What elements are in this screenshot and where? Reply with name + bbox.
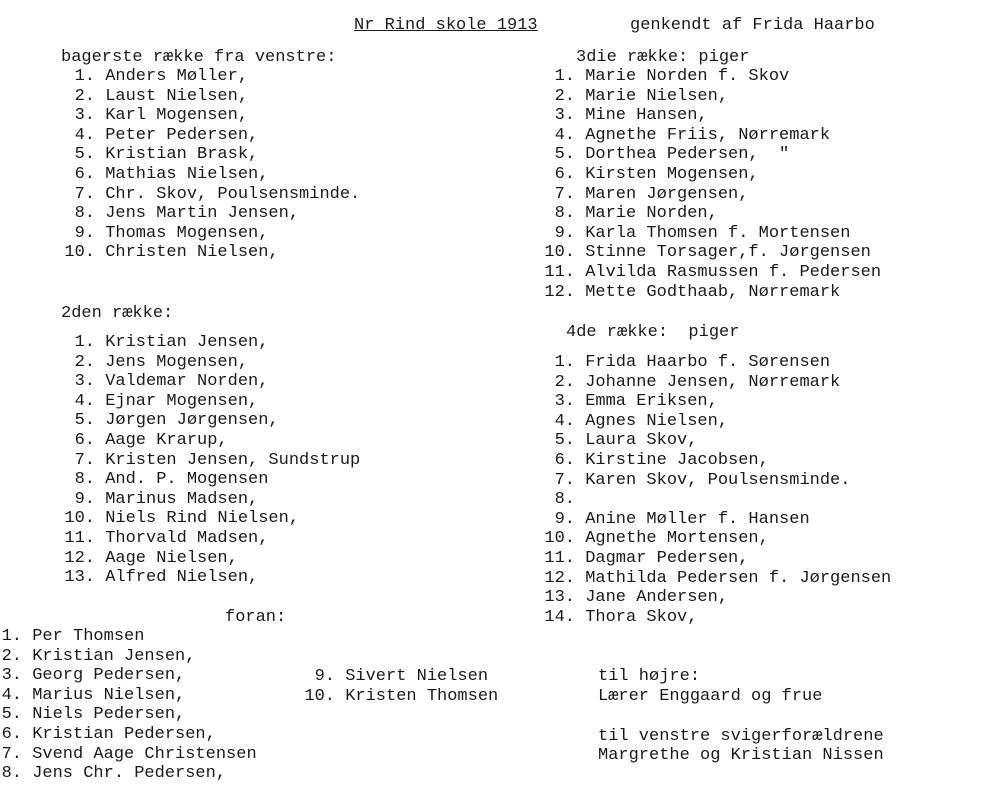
item-name: Niels Pedersen, <box>32 705 186 725</box>
item-number: 5. <box>554 431 575 451</box>
item-name: Niels Rind Nielsen, <box>105 509 300 529</box>
item-number: 10. <box>544 529 575 549</box>
list-item <box>527 145 881 165</box>
list-item <box>61 165 360 185</box>
item-number: 10. <box>64 243 95 263</box>
item-number: 2. <box>554 86 575 106</box>
item-name: Thora Skov, <box>585 607 698 627</box>
item-name: Marie Norden, <box>585 204 718 224</box>
list-item <box>527 451 891 471</box>
list-item <box>527 392 891 412</box>
list-item <box>0 666 257 686</box>
list-item <box>527 471 891 491</box>
second-row-list <box>51 333 360 588</box>
item-name: Agnethe Friis, Nørremark <box>585 125 831 145</box>
item-name: Mathias Nielsen, <box>105 164 269 184</box>
item-name: Karl Mogensen, <box>105 106 249 126</box>
list-item <box>61 106 360 126</box>
item-number: 7. <box>74 450 95 470</box>
item-number: 9. <box>314 667 335 686</box>
item-name: Laust Nielsen, <box>105 86 249 106</box>
item-number: 2. <box>74 352 95 372</box>
item-name: Jane Andersen, <box>585 588 729 608</box>
list-item <box>527 549 891 569</box>
item-number: 5. <box>74 411 95 431</box>
list-item <box>61 185 360 205</box>
item-name: Dagmar Pedersen, <box>585 548 749 568</box>
page-title: Nr Rind skole 1913 <box>354 16 538 35</box>
item-name: Maren Jørgensen, <box>585 184 749 204</box>
item-name: Kristian Brask, <box>105 145 259 165</box>
item-number: 14. <box>544 607 575 627</box>
third-row-list <box>527 67 881 302</box>
item-number: 10. <box>304 686 335 706</box>
item-number: 12. <box>544 282 575 302</box>
item-number: 1. <box>554 353 575 372</box>
item-name: And. P. Mogensen <box>105 470 269 490</box>
item-name: Alfred Nielsen, <box>105 568 259 588</box>
back-row-heading: bagerste række fra venstre: <box>61 48 337 67</box>
fourth-row-list <box>527 353 891 627</box>
item-name: Stinne Torsager,f. Jørgensen <box>585 243 871 263</box>
item-number: 3. <box>1 666 22 686</box>
item-number: 4. <box>74 125 95 145</box>
item-name: Ejnar Mogensen, <box>105 391 259 411</box>
item-number: 11. <box>64 528 95 548</box>
item-name: Marie Nielsen, <box>585 86 729 106</box>
item-name: Kristen Thomsen <box>345 686 499 706</box>
item-number: 3. <box>554 106 575 126</box>
item-name: Anders Møller, <box>105 67 249 86</box>
item-number: 1. <box>1 627 22 646</box>
item-name: Laura Skov, <box>585 431 698 451</box>
item-number: 6. <box>554 164 575 184</box>
item-number: 12. <box>544 568 575 588</box>
list-item <box>527 263 881 283</box>
list-item <box>61 126 360 146</box>
list-item <box>527 185 881 205</box>
list-item <box>527 126 881 146</box>
list-item <box>0 764 257 784</box>
item-number: 8. <box>74 204 95 224</box>
item-number: 1. <box>554 67 575 86</box>
list-item <box>527 608 891 628</box>
list-item <box>51 431 360 451</box>
list-item <box>51 509 360 529</box>
item-number: 10. <box>544 243 575 263</box>
recognized-by: genkendt af Frida Haarbo <box>630 16 875 35</box>
item-name: Johanne Jensen, Nørremark <box>585 372 841 392</box>
list-item <box>51 392 360 412</box>
list-item <box>295 687 498 707</box>
item-number: 5. <box>1 705 22 725</box>
list-item <box>527 529 891 549</box>
item-number: 4. <box>1 685 22 705</box>
list-item <box>51 411 360 431</box>
item-name: Marie Norden f. Skov <box>585 67 790 86</box>
list-item <box>61 67 360 87</box>
item-name: Peter Pedersen, <box>105 125 259 145</box>
list-item <box>527 106 881 126</box>
item-number: 2. <box>554 372 575 392</box>
third-row-heading: 3die række: piger <box>576 48 750 67</box>
list-item <box>61 243 360 263</box>
list-item <box>61 87 360 107</box>
item-number: 10. <box>64 509 95 529</box>
item-name: Agnethe Mortensen, <box>585 529 769 549</box>
item-number: 5. <box>554 145 575 165</box>
item-name: Alvilda Rasmussen f. Pedersen <box>585 262 882 282</box>
right-side-text: Lærer Enggaard og frue <box>598 687 823 706</box>
list-item <box>295 667 498 687</box>
front-right-list <box>295 667 498 706</box>
item-name: Dorthea Pedersen, " <box>585 145 790 165</box>
item-number: 1. <box>74 333 95 352</box>
item-name: Kirsten Mogensen, <box>585 164 759 184</box>
list-item <box>51 490 360 510</box>
list-item <box>0 686 257 706</box>
item-number: 1. <box>74 67 95 86</box>
item-number: 3. <box>74 372 95 392</box>
item-number: 12. <box>64 548 95 568</box>
right-side-label: til højre: <box>598 667 701 686</box>
item-number: 7. <box>554 470 575 490</box>
item-name: Chr. Skov, Poulsensminde. <box>105 184 361 204</box>
item-number: 3. <box>554 392 575 412</box>
item-name: Anine Møller f. Hansen <box>585 509 810 529</box>
item-number: 4. <box>554 411 575 431</box>
item-name: Thomas Mogensen, <box>105 223 269 243</box>
item-name: Jørgen Jørgensen, <box>105 411 279 431</box>
list-item <box>0 627 257 647</box>
item-number: 4. <box>554 125 575 145</box>
item-name: Marinus Madsen, <box>105 489 259 509</box>
list-item <box>527 569 891 589</box>
item-name: Agnes Nielsen, <box>585 411 729 431</box>
list-item <box>527 243 881 263</box>
back-row-list <box>61 67 360 263</box>
item-number: 9. <box>74 223 95 243</box>
front-heading: foran: <box>225 608 287 627</box>
item-number: 8. <box>74 470 95 490</box>
item-number: 6. <box>1 724 22 744</box>
list-item <box>61 224 360 244</box>
item-name: Aage Krarup, <box>105 430 228 450</box>
item-number: 9. <box>554 509 575 529</box>
item-number: 3. <box>74 106 95 126</box>
item-number: 7. <box>1 744 22 764</box>
list-item <box>51 529 360 549</box>
item-number: 6. <box>74 164 95 184</box>
item-number: 4. <box>74 391 95 411</box>
list-item <box>527 353 891 373</box>
item-number: 2. <box>1 646 22 666</box>
item-name: Jens Chr. Pedersen, <box>32 764 227 784</box>
item-name: Aage Nielsen, <box>105 548 238 568</box>
item-name: Jens Mogensen, <box>105 352 249 372</box>
item-number: 7. <box>554 184 575 204</box>
front-left-list <box>0 627 257 784</box>
item-name: Karen Skov, Poulsensminde. <box>585 470 851 490</box>
list-item <box>61 145 360 165</box>
list-item <box>527 412 891 432</box>
item-name: Kristen Jensen, Sundstrup <box>105 450 361 470</box>
item-name: Svend Aage Christensen <box>32 744 257 764</box>
item-name: Marius Nielsen, <box>32 685 186 705</box>
item-number: 8. <box>554 490 575 510</box>
item-number: 5. <box>74 145 95 165</box>
list-item <box>527 431 891 451</box>
list-item <box>51 568 360 588</box>
list-item <box>61 204 360 224</box>
item-name: Emma Eriksen, <box>585 392 718 412</box>
list-item <box>527 373 891 393</box>
item-name: Christen Nielsen, <box>105 243 279 263</box>
item-name: Mathilda Pedersen f. Jørgensen <box>585 568 892 588</box>
item-name: Mine Hansen, <box>585 106 708 126</box>
list-item <box>527 67 881 87</box>
item-number: 8. <box>554 204 575 224</box>
item-name: Frida Haarbo f. Sørensen <box>585 353 831 372</box>
item-number: 6. <box>74 430 95 450</box>
list-item <box>527 87 881 107</box>
item-number: 2. <box>74 86 95 106</box>
list-item <box>527 224 881 244</box>
list-item <box>527 204 881 224</box>
item-number: 7. <box>74 184 95 204</box>
list-item <box>0 745 257 765</box>
item-name: Jens Martin Jensen, <box>105 204 300 224</box>
item-number: 11. <box>544 548 575 568</box>
list-item <box>51 451 360 471</box>
item-number: 9. <box>74 489 95 509</box>
list-item <box>51 353 360 373</box>
list-item <box>0 647 257 667</box>
list-item <box>527 165 881 185</box>
second-row-heading: 2den række: <box>61 304 174 323</box>
item-number: 8. <box>1 764 22 784</box>
item-name: Kristian Pedersen, <box>32 724 216 744</box>
list-item <box>527 283 881 303</box>
left-side-text: Margrethe og Kristian Nissen <box>598 746 884 765</box>
item-name: Kristian Jensen, <box>105 333 269 352</box>
left-side-label: til venstre svigerforældrene <box>598 727 884 746</box>
item-number: 13. <box>64 568 95 588</box>
list-item <box>51 333 360 353</box>
item-number: 13. <box>544 588 575 608</box>
list-item <box>51 549 360 569</box>
item-name: Per Thomsen <box>32 627 145 646</box>
list-item <box>51 470 360 490</box>
item-number: 6. <box>554 450 575 470</box>
item-name: Georg Pedersen, <box>32 666 186 686</box>
item-name: Thorvald Madsen, <box>105 528 269 548</box>
item-name: Kristian Jensen, <box>32 646 196 666</box>
item-name: Valdemar Norden, <box>105 372 269 392</box>
item-name: Mette Godthaab, Nørremark <box>585 282 841 302</box>
item-number: 9. <box>554 223 575 243</box>
item-number: 11. <box>544 262 575 282</box>
fourth-row-heading: 4de række: piger <box>566 323 740 342</box>
list-item <box>0 705 257 725</box>
list-item <box>527 510 891 530</box>
list-item <box>0 725 257 745</box>
item-name: Kirstine Jacobsen, <box>585 450 769 470</box>
list-item <box>51 372 360 392</box>
item-name: Sivert Nielsen <box>345 667 489 686</box>
item-name: Karla Thomsen f. Mortensen <box>585 223 851 243</box>
list-item <box>527 588 891 608</box>
list-item <box>527 490 891 510</box>
